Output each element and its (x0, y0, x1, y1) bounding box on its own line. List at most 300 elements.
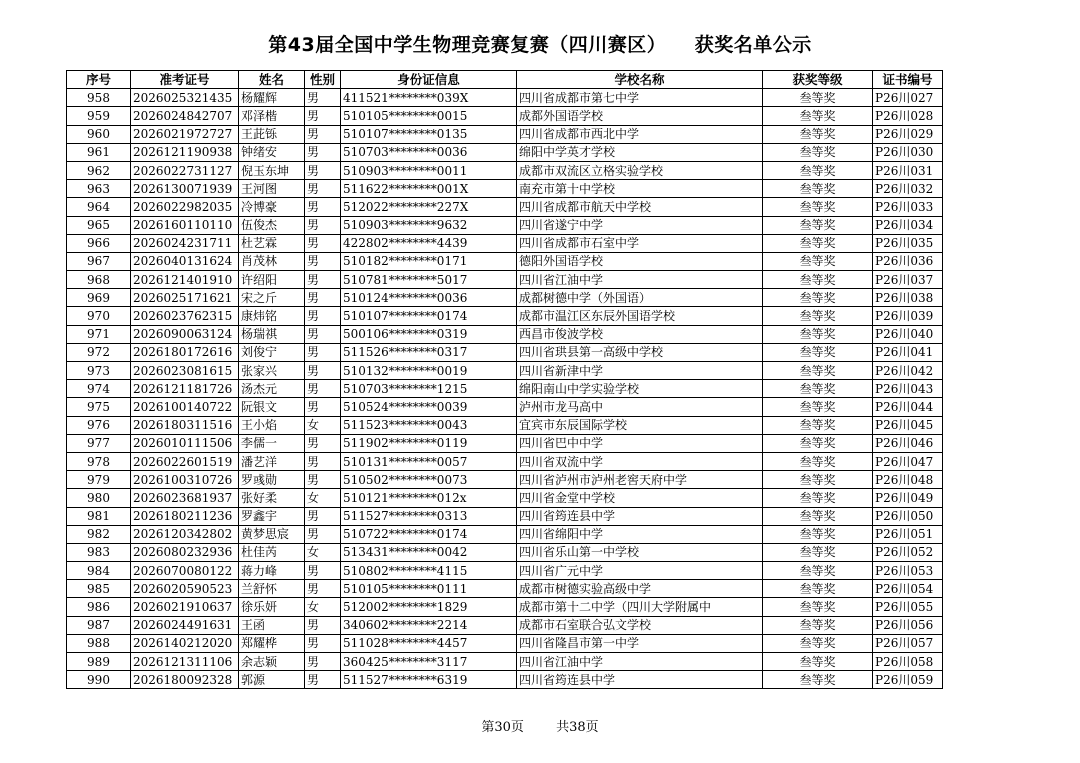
cell-id-number: 510131********0057 (341, 452, 517, 470)
cell-certificate-no: P26川056 (873, 616, 943, 634)
cell-award-level: 叁等奖 (763, 598, 873, 616)
cell-gender: 男 (305, 507, 341, 525)
page-title: 第43届全国中学生物理竞赛复赛（四川赛区） 获奖名单公示 (268, 34, 812, 56)
cell-id-number: 510124********0036 (341, 289, 517, 307)
cell-certificate-no: P26川047 (873, 452, 943, 470)
cell-exam-id: 2026040131624 (131, 252, 239, 270)
cell-name: 杜艺霖 (239, 234, 305, 252)
cell-gender: 男 (305, 180, 341, 198)
cell-name: 王函 (239, 616, 305, 634)
cell-id-number: 510524********0039 (341, 398, 517, 416)
cell-serial: 979 (67, 471, 131, 489)
cell-certificate-no: P26川031 (873, 161, 943, 179)
cell-name: 伍俊杰 (239, 216, 305, 234)
table-row (67, 543, 943, 561)
table-row (67, 252, 943, 270)
cell-gender: 男 (305, 580, 341, 598)
cell-school: 四川省乐山第一中学校 (517, 543, 763, 561)
cell-id-number: 511527********6319 (341, 671, 517, 689)
cell-name: 徐乐妍 (239, 598, 305, 616)
cell-exam-id: 2026120342802 (131, 525, 239, 543)
cell-school: 绵阳中学英才学校 (517, 143, 763, 161)
table-row (67, 562, 943, 580)
table-row (67, 416, 943, 434)
cell-gender: 男 (305, 562, 341, 580)
table-row (67, 307, 943, 325)
table-row (67, 143, 943, 161)
cell-name: 兰舒怀 (239, 580, 305, 598)
cell-school: 成都树德中学（外国语） (517, 289, 763, 307)
cell-school: 四川省绵阳中学 (517, 525, 763, 543)
cell-exam-id: 2026022601519 (131, 452, 239, 470)
cell-exam-id: 2026024842707 (131, 107, 239, 125)
cell-school: 四川省遂宁中学 (517, 216, 763, 234)
cell-serial: 985 (67, 580, 131, 598)
cell-exam-id: 2026024231711 (131, 234, 239, 252)
cell-id-number: 511028********4457 (341, 634, 517, 652)
cell-name: 郑耀桦 (239, 634, 305, 652)
page-footer (0, 716, 1080, 735)
cell-name: 刘俊宁 (239, 343, 305, 361)
cell-school: 南充市第十中学校 (517, 180, 763, 198)
cell-gender: 男 (305, 634, 341, 652)
cell-serial: 967 (67, 252, 131, 270)
column-header-name: 姓名 (239, 71, 305, 89)
cell-serial: 969 (67, 289, 131, 307)
cell-id-number: 422802********4439 (341, 234, 517, 252)
cell-award-level: 叁等奖 (763, 89, 873, 107)
cell-school: 四川省筠连县中学 (517, 507, 763, 525)
cell-id-number: 510107********0135 (341, 125, 517, 143)
cell-award-level: 叁等奖 (763, 398, 873, 416)
cell-school: 四川省筠连县中学 (517, 671, 763, 689)
cell-gender: 男 (305, 671, 341, 689)
cell-award-level: 叁等奖 (763, 161, 873, 179)
cell-name: 杜佳芮 (239, 543, 305, 561)
cell-serial: 986 (67, 598, 131, 616)
cell-certificate-no: P26川059 (873, 671, 943, 689)
cell-award-level: 叁等奖 (763, 671, 873, 689)
cell-award-level: 叁等奖 (763, 653, 873, 671)
cell-award-level: 叁等奖 (763, 507, 873, 525)
cell-certificate-no: P26川034 (873, 216, 943, 234)
cell-id-number: 510105********0015 (341, 107, 517, 125)
cell-name: 许绍阳 (239, 271, 305, 289)
cell-award-level: 叁等奖 (763, 180, 873, 198)
table-row (67, 325, 943, 343)
cell-school: 四川省成都市西北中学 (517, 125, 763, 143)
cell-name: 王小焰 (239, 416, 305, 434)
table-row (67, 343, 943, 361)
cell-id-number: 411521********039X (341, 89, 517, 107)
column-header-serial: 序号 (67, 71, 131, 89)
cell-certificate-no: P26川046 (873, 434, 943, 452)
cell-name: 宋之斤 (239, 289, 305, 307)
cell-serial: 989 (67, 653, 131, 671)
cell-name: 冷博豪 (239, 198, 305, 216)
table-row (67, 525, 943, 543)
cell-certificate-no: P26川048 (873, 471, 943, 489)
cell-certificate-no: P26川035 (873, 234, 943, 252)
table-row (67, 161, 943, 179)
cell-exam-id: 2026021910637 (131, 598, 239, 616)
cell-school: 德阳外国语学校 (517, 252, 763, 270)
cell-serial: 981 (67, 507, 131, 525)
cell-gender: 男 (305, 325, 341, 343)
cell-award-level: 叁等奖 (763, 380, 873, 398)
cell-id-number: 510121********012x (341, 489, 517, 507)
cell-award-level: 叁等奖 (763, 143, 873, 161)
cell-award-level: 叁等奖 (763, 343, 873, 361)
cell-certificate-no: P26川043 (873, 380, 943, 398)
cell-id-number: 510802********4115 (341, 562, 517, 580)
cell-award-level: 叁等奖 (763, 252, 873, 270)
cell-exam-id: 2026121181726 (131, 380, 239, 398)
cell-school: 成都市第十二中学（四川大学附属中 (517, 598, 763, 616)
cell-gender: 男 (305, 343, 341, 361)
table-row (67, 216, 943, 234)
cell-exam-id: 2026180311516 (131, 416, 239, 434)
cell-gender: 男 (305, 289, 341, 307)
table-row (67, 180, 943, 198)
cell-gender: 男 (305, 252, 341, 270)
cell-serial: 971 (67, 325, 131, 343)
cell-exam-id: 2026160110110 (131, 216, 239, 234)
cell-certificate-no: P26川036 (873, 252, 943, 270)
table-row (67, 107, 943, 125)
cell-school: 成都市石室联合弘文学校 (517, 616, 763, 634)
table-row (67, 271, 943, 289)
cell-award-level: 叁等奖 (763, 198, 873, 216)
table-row (67, 616, 943, 634)
cell-school: 四川省巴中中学 (517, 434, 763, 452)
cell-gender: 男 (305, 362, 341, 380)
cell-school: 四川省隆昌市第一中学 (517, 634, 763, 652)
cell-serial: 990 (67, 671, 131, 689)
cell-id-number: 510132********0019 (341, 362, 517, 380)
cell-serial: 987 (67, 616, 131, 634)
table-row (67, 289, 943, 307)
cell-certificate-no: P26川040 (873, 325, 943, 343)
cell-award-level: 叁等奖 (763, 289, 873, 307)
cell-name: 潘艺洋 (239, 452, 305, 470)
cell-exam-id: 2026023081615 (131, 362, 239, 380)
table-header (67, 71, 943, 89)
cell-award-level: 叁等奖 (763, 362, 873, 380)
cell-id-number: 512022********227X (341, 198, 517, 216)
cell-name: 阮银文 (239, 398, 305, 416)
cell-award-level: 叁等奖 (763, 271, 873, 289)
table-row (67, 380, 943, 398)
cell-id-number: 510107********0174 (341, 307, 517, 325)
cell-id-number: 360425********3117 (341, 653, 517, 671)
cell-id-number: 510703********0036 (341, 143, 517, 161)
cell-certificate-no: P26川030 (873, 143, 943, 161)
cell-serial: 976 (67, 416, 131, 434)
table-row (67, 671, 943, 689)
cell-name: 李儒一 (239, 434, 305, 452)
table-row (67, 125, 943, 143)
cell-serial: 980 (67, 489, 131, 507)
cell-serial: 982 (67, 525, 131, 543)
cell-id-number: 511526********0317 (341, 343, 517, 361)
cell-school: 四川省广元中学 (517, 562, 763, 580)
cell-certificate-no: P26川037 (873, 271, 943, 289)
cell-serial: 961 (67, 143, 131, 161)
cell-serial: 963 (67, 180, 131, 198)
cell-serial: 959 (67, 107, 131, 125)
cell-certificate-no: P26川042 (873, 362, 943, 380)
cell-certificate-no: P26川049 (873, 489, 943, 507)
cell-school: 四川省成都市航天中学校 (517, 198, 763, 216)
cell-certificate-no: P26川051 (873, 525, 943, 543)
cell-exam-id: 2026090063124 (131, 325, 239, 343)
table-row (67, 634, 943, 652)
cell-school: 四川省成都市石室中学 (517, 234, 763, 252)
cell-serial: 965 (67, 216, 131, 234)
cell-name: 张家兴 (239, 362, 305, 380)
cell-certificate-no: P26川054 (873, 580, 943, 598)
cell-gender: 男 (305, 471, 341, 489)
cell-exam-id: 2026070080122 (131, 562, 239, 580)
cell-award-level: 叁等奖 (763, 325, 873, 343)
cell-school: 西昌市俊波学校 (517, 325, 763, 343)
cell-gender: 男 (305, 198, 341, 216)
cell-exam-id: 2026100140722 (131, 398, 239, 416)
cell-gender: 男 (305, 234, 341, 252)
cell-name: 汤杰元 (239, 380, 305, 398)
header-row (67, 71, 943, 89)
cell-exam-id: 2026023681937 (131, 489, 239, 507)
cell-school: 宜宾市东辰国际学校 (517, 416, 763, 434)
cell-gender: 男 (305, 307, 341, 325)
column-header-exam-id: 准考证号 (131, 71, 239, 89)
cell-award-level: 叁等奖 (763, 471, 873, 489)
cell-id-number: 510722********0174 (341, 525, 517, 543)
cell-certificate-no: P26川044 (873, 398, 943, 416)
cell-serial: 983 (67, 543, 131, 561)
cell-gender: 男 (305, 434, 341, 452)
cell-certificate-no: P26川041 (873, 343, 943, 361)
cell-gender: 男 (305, 398, 341, 416)
cell-name: 钟绪安 (239, 143, 305, 161)
cell-gender: 女 (305, 543, 341, 561)
cell-gender: 男 (305, 107, 341, 125)
table-row (67, 89, 943, 107)
cell-award-level: 叁等奖 (763, 489, 873, 507)
cell-exam-id: 2026022731127 (131, 161, 239, 179)
cell-exam-id: 2026025321435 (131, 89, 239, 107)
cell-gender: 男 (305, 271, 341, 289)
cell-serial: 962 (67, 161, 131, 179)
cell-certificate-no: P26川050 (873, 507, 943, 525)
column-header-certificate-no: 证书编号 (873, 71, 943, 89)
cell-gender: 女 (305, 416, 341, 434)
cell-id-number: 340602********2214 (341, 616, 517, 634)
cell-serial: 972 (67, 343, 131, 361)
cell-school: 四川省成都市第七中学 (517, 89, 763, 107)
table-row (67, 198, 943, 216)
cell-serial: 988 (67, 634, 131, 652)
cell-exam-id: 2026130071939 (131, 180, 239, 198)
table-row (67, 434, 943, 452)
cell-school: 成都市树德实验高级中学 (517, 580, 763, 598)
cell-exam-id: 2026021972727 (131, 125, 239, 143)
cell-serial: 978 (67, 452, 131, 470)
table-row (67, 398, 943, 416)
cell-gender: 女 (305, 598, 341, 616)
cell-school: 成都市温江区东辰外国语学校 (517, 307, 763, 325)
cell-certificate-no: P26川027 (873, 89, 943, 107)
cell-id-number: 510903********0011 (341, 161, 517, 179)
cell-award-level: 叁等奖 (763, 525, 873, 543)
column-header-school: 学校名称 (517, 71, 763, 89)
cell-id-number: 511622********001X (341, 180, 517, 198)
table-row (67, 234, 943, 252)
cell-exam-id: 2026180211236 (131, 507, 239, 525)
cell-school: 四川省泸州市泸州老窖天府中学 (517, 471, 763, 489)
cell-school: 四川省江油中学 (517, 271, 763, 289)
cell-name: 王河图 (239, 180, 305, 198)
cell-name: 余志颖 (239, 653, 305, 671)
cell-certificate-no: P26川045 (873, 416, 943, 434)
cell-gender: 男 (305, 216, 341, 234)
cell-certificate-no: P26川033 (873, 198, 943, 216)
cell-gender: 男 (305, 616, 341, 634)
cell-award-level: 叁等奖 (763, 434, 873, 452)
cell-exam-id: 2026180092328 (131, 671, 239, 689)
cell-name: 张好柔 (239, 489, 305, 507)
cell-certificate-no: P26川058 (873, 653, 943, 671)
cell-exam-id: 2026121190938 (131, 143, 239, 161)
cell-award-level: 叁等奖 (763, 616, 873, 634)
cell-id-number: 511902********0119 (341, 434, 517, 452)
cell-certificate-no: P26川029 (873, 125, 943, 143)
cell-award-level: 叁等奖 (763, 416, 873, 434)
table-row (67, 507, 943, 525)
cell-certificate-no: P26川055 (873, 598, 943, 616)
cell-exam-id: 2026180172616 (131, 343, 239, 361)
cell-id-number: 511523********0043 (341, 416, 517, 434)
cell-name: 肖茂林 (239, 252, 305, 270)
cell-award-level: 叁等奖 (763, 452, 873, 470)
cell-gender: 男 (305, 452, 341, 470)
cell-gender: 男 (305, 380, 341, 398)
cell-id-number: 512002********1829 (341, 598, 517, 616)
cell-name: 蒋力峰 (239, 562, 305, 580)
cell-serial: 970 (67, 307, 131, 325)
cell-exam-id: 2026025171621 (131, 289, 239, 307)
cell-id-number: 513431********0042 (341, 543, 517, 561)
column-header-award-level: 获奖等级 (763, 71, 873, 89)
cell-gender: 男 (305, 125, 341, 143)
cell-serial: 974 (67, 380, 131, 398)
cell-name: 倪玉东坤 (239, 161, 305, 179)
cell-id-number: 510703********1215 (341, 380, 517, 398)
cell-name: 黄梦思宸 (239, 525, 305, 543)
cell-certificate-no: P26川053 (873, 562, 943, 580)
cell-award-level: 叁等奖 (763, 125, 873, 143)
cell-gender: 男 (305, 161, 341, 179)
cell-award-level: 叁等奖 (763, 234, 873, 252)
cell-id-number: 510502********0073 (341, 471, 517, 489)
cell-certificate-no: P26川052 (873, 543, 943, 561)
cell-award-level: 叁等奖 (763, 107, 873, 125)
cell-award-level: 叁等奖 (763, 634, 873, 652)
cell-id-number: 510781********5017 (341, 271, 517, 289)
table-row (67, 580, 943, 598)
cell-certificate-no: P26川032 (873, 180, 943, 198)
cell-award-level: 叁等奖 (763, 562, 873, 580)
cell-id-number: 500106********0319 (341, 325, 517, 343)
cell-gender: 女 (305, 489, 341, 507)
cell-id-number: 510105********0111 (341, 580, 517, 598)
cell-exam-id: 2026024491631 (131, 616, 239, 634)
cell-certificate-no: P26川038 (873, 289, 943, 307)
column-header-id-number: 身份证信息 (341, 71, 517, 89)
cell-id-number: 511527********0313 (341, 507, 517, 525)
cell-name: 王茈铄 (239, 125, 305, 143)
table-row (67, 489, 943, 507)
cell-school: 四川省江油中学 (517, 653, 763, 671)
cell-award-level: 叁等奖 (763, 580, 873, 598)
cell-school: 四川省珙县第一高级中学校 (517, 343, 763, 361)
cell-name: 杨瑞祺 (239, 325, 305, 343)
table-body (67, 89, 943, 689)
cell-exam-id: 2026121401910 (131, 271, 239, 289)
cell-serial: 973 (67, 362, 131, 380)
cell-certificate-no: P26川039 (873, 307, 943, 325)
cell-school: 成都市双流区立格实验学校 (517, 161, 763, 179)
cell-serial: 968 (67, 271, 131, 289)
cell-exam-id: 2026022982035 (131, 198, 239, 216)
cell-serial: 977 (67, 434, 131, 452)
cell-id-number: 510182********0171 (341, 252, 517, 270)
cell-exam-id: 2026080232936 (131, 543, 239, 561)
cell-exam-id: 2026140212020 (131, 634, 239, 652)
cell-school: 四川省双流中学 (517, 452, 763, 470)
table-row (67, 653, 943, 671)
cell-name: 罗彧勋 (239, 471, 305, 489)
cell-gender: 男 (305, 143, 341, 161)
cell-name: 罗鑫宇 (239, 507, 305, 525)
cell-exam-id: 2026121311106 (131, 653, 239, 671)
cell-award-level: 叁等奖 (763, 543, 873, 561)
cell-gender: 男 (305, 525, 341, 543)
cell-serial: 964 (67, 198, 131, 216)
cell-award-level: 叁等奖 (763, 307, 873, 325)
cell-exam-id: 2026100310726 (131, 471, 239, 489)
cell-serial: 975 (67, 398, 131, 416)
table-row (67, 362, 943, 380)
cell-serial: 966 (67, 234, 131, 252)
cell-name: 康炜铭 (239, 307, 305, 325)
cell-serial: 960 (67, 125, 131, 143)
cell-school: 四川省金堂中学校 (517, 489, 763, 507)
cell-exam-id: 2026010111506 (131, 434, 239, 452)
cell-school: 成都外国语学校 (517, 107, 763, 125)
awards-table (66, 70, 943, 689)
cell-school: 绵阳南山中学实验学校 (517, 380, 763, 398)
page-total: 共38页 (556, 720, 599, 735)
cell-school: 四川省新津中学 (517, 362, 763, 380)
page-number: 第30页 (481, 720, 524, 735)
cell-gender: 男 (305, 89, 341, 107)
table-row (67, 452, 943, 470)
table-row (67, 598, 943, 616)
cell-certificate-no: P26川028 (873, 107, 943, 125)
cell-name: 郭源 (239, 671, 305, 689)
